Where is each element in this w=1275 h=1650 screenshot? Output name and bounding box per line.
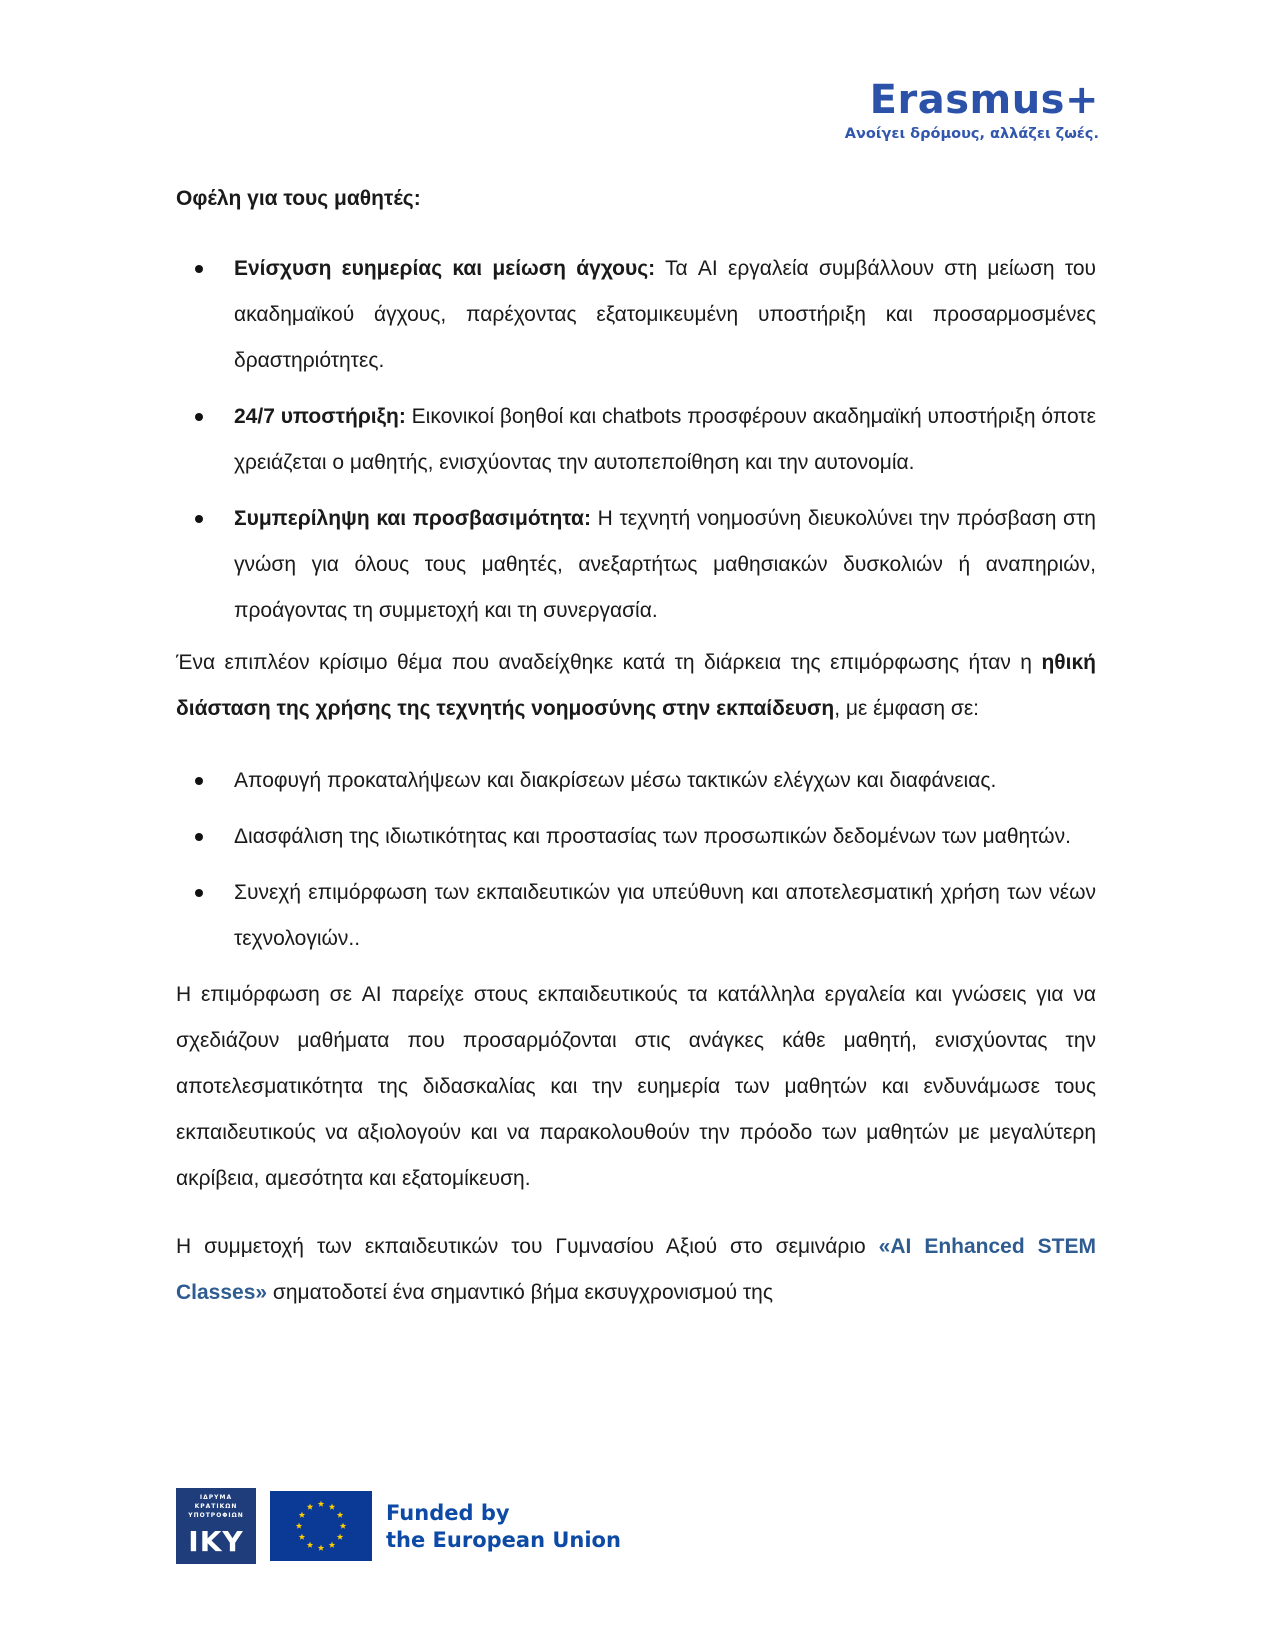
- closing-text-after: σηματοδοτεί ένα σημαντικό βήμα εκσυγχρονισμού της: [267, 1281, 773, 1304]
- benefit-text: Εικονικοί βοηθοί και chatbots προσφέρουν ακαδημαϊκή υποστήριξη όποτε χρειάζεται ο μαθητής, ενισχύοντας την αυτοπεποίθηση και την αυτονομία.: [234, 405, 1096, 474]
- benefit-text: Τα AI εργαλεία συμβάλλουν στη μείωση του ακαδημαϊκού άγχους, παρέχοντας εξατομικευμένη υποστήριξη και προσαρμοσμένες δραστηριότητες.: [234, 257, 1096, 372]
- benefit-title: 24/7 υποστήριξη:: [234, 405, 406, 428]
- eu-star: [318, 1501, 324, 1507]
- eu-funding-line1: Funded by: [386, 1501, 510, 1525]
- iky-logo: [176, 1488, 256, 1564]
- eu-star: [337, 1534, 343, 1540]
- ethics-point-text: Αποφυγή προκαταλήψεων και διακρίσεων μέσω τακτικών ελέγχων και διαφάνειας.: [234, 769, 997, 792]
- bullet-icon: [195, 833, 203, 841]
- eu-star: [299, 1534, 305, 1540]
- bullet-icon: [195, 413, 203, 421]
- eu-funding-line2: the European Union: [386, 1528, 621, 1552]
- iky-logo-line: ΚΡΑΤΙΚΩΝ: [194, 1503, 238, 1510]
- ethics-paragraph: [176, 640, 1096, 732]
- closing-text-before: Η συμμετοχή των εκπαιδευτικών του Γυμνασίου Αξιού στο σεμινάριο: [176, 1235, 879, 1258]
- eu-star: [307, 1542, 313, 1548]
- iky-logo-line: ΙΔΡΥΜΑ: [199, 1494, 233, 1501]
- bullet-icon: [195, 515, 203, 523]
- ethics-text-after: , με έμφαση σε:: [834, 697, 980, 720]
- benefit-text: Η τεχνητή νοημοσύνη διευκολύνει την πρόσβαση στη γνώση για όλους τους μαθητές, ανεξαρτήτως μαθησιακών δυσκολιών ή αναπηριών, προάγοντας τη συμμετοχή και τη συνεργασία.: [234, 507, 1096, 622]
- bullet-icon: [195, 777, 203, 785]
- section-heading: Οφέλη για τους μαθητές:: [176, 187, 421, 210]
- benefits-list: [176, 246, 1096, 634]
- closing-paragraph: [176, 1224, 1096, 1316]
- benefit-item: [176, 496, 1096, 634]
- eu-star: [329, 1504, 335, 1510]
- eu-star: [296, 1523, 302, 1529]
- eu-star: [318, 1545, 324, 1551]
- seminar-title-link[interactable]: «AI Enhanced STEM Classes»: [176, 1235, 1096, 1304]
- iky-logo-abbrev: IKY: [188, 1525, 244, 1558]
- ethics-point-text: Συνεχή επιμόρφωση των εκπαιδευτικών για υπεύθυνη και αποτελεσματική χρήση των νέων τεχνολογιών..: [234, 881, 1096, 950]
- bullet-icon: [195, 265, 203, 273]
- eu-flag-icon: [270, 1491, 372, 1561]
- erasmus-logo-tagline: Ανοίγει δρόμους, αλλάζει ζωές.: [844, 126, 1099, 142]
- ethics-point-text: Διασφάλιση της ιδιωτικότητας και προστασίας των προσωπικών δεδομένων των μαθητών.: [234, 825, 1071, 848]
- eu-stars-icon: [270, 1491, 372, 1561]
- benefit-title: Συμπερίληψη και προσβασιμότητα:: [234, 507, 591, 530]
- benefit-title: Ενίσχυση ευημερίας και μείωση άγχους:: [234, 257, 656, 280]
- eu-star: [337, 1512, 343, 1518]
- iky-logo-line: ΥΠΟΤΡΟΦΙΩΝ: [188, 1512, 244, 1519]
- eu-star: [299, 1512, 305, 1518]
- erasmus-logo-title: Erasmus+: [869, 77, 1099, 123]
- ethics-points-list: [176, 758, 1096, 962]
- ethics-point: [176, 814, 1096, 860]
- erasmus-plus-logo: [845, 78, 1099, 144]
- benefit-item: [176, 246, 1096, 384]
- document-body: [176, 184, 1096, 1316]
- eu-star: [340, 1523, 346, 1529]
- summary-paragraph: Η επιμόρφωση σε AI παρείχε στους εκπαιδευτικούς τα κατάλληλα εργαλεία και γνώσεις για να σχεδιάζουν μαθήματα που προσαρμόζονται στις ανάγκες κάθε μαθητή, ενισχύοντας την αποτελεσματικότητα της διδασκαλίας και την ευημερία των μαθητών και ενδυνάμωσε τους εκπαιδευτικούς να αξιολογούν και να παρακολουθούν την πρόοδο των μαθητών με μεγαλύτερη ακρίβεια, αμεσότητα και εξατομίκευση.: [176, 983, 1096, 1190]
- benefit-item: [176, 394, 1096, 486]
- ethics-text-bold: ηθική διάσταση της χρήσης της τεχνητής νοημοσύνης στην εκπαίδευση: [176, 651, 1096, 720]
- eu-funding-text: [386, 1500, 646, 1554]
- eu-star: [329, 1542, 335, 1548]
- eu-star: [307, 1504, 313, 1510]
- bullet-icon: [195, 889, 203, 897]
- ethics-point: [176, 758, 1096, 804]
- ethics-point: [176, 870, 1096, 962]
- ethics-text-before: Ένα επιπλέον κρίσιμο θέμα που αναδείχθηκε κατά τη διάρκεια της επιμόρφωσης ήταν η: [176, 651, 1042, 674]
